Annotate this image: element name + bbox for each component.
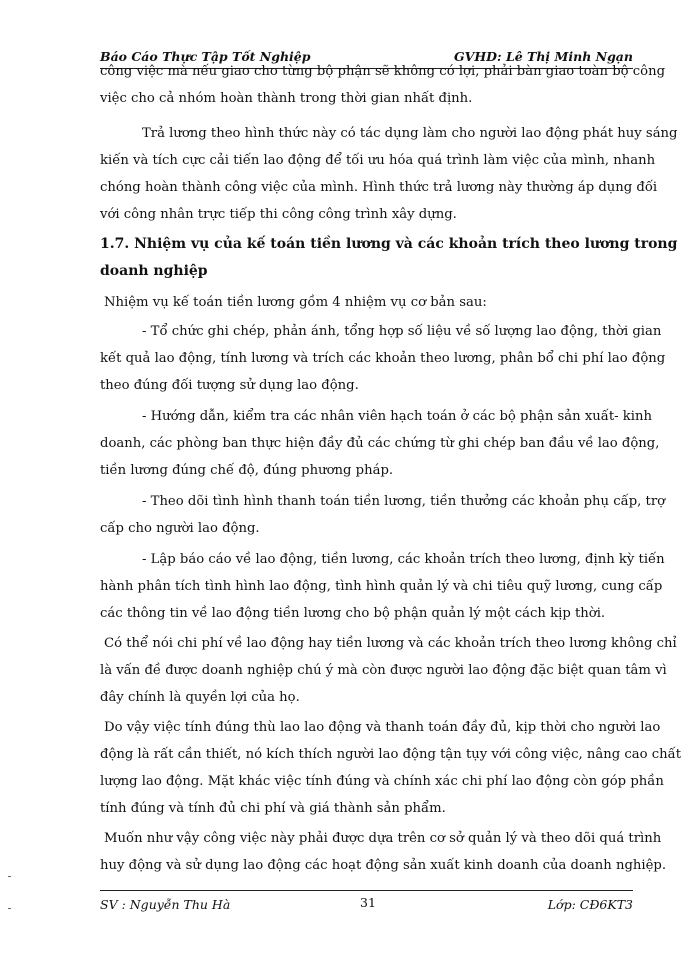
list-item: - Theo dõi tình hình thanh toán tiền lương, tiền thưởng các khoản phụ cấp, trợ: [142, 494, 666, 509]
text-line: tính đúng và tính đủ chi phí và giá thành sản phẩm.: [100, 801, 446, 816]
page-footer: [100, 890, 633, 912]
text-line: công việc mà nếu giao cho từng bộ phận sẽ không có lợi, phải bàn giao toàn bộ công: [100, 64, 666, 79]
section-heading-cont: doanh nghiệp: [100, 263, 208, 279]
text-line: động là rất cần thiết, nó kích thích người lao động tận tụy với công việc, nâng cao chất: [100, 747, 681, 762]
text-line: Có thể nói chi phí về lao động hay tiền lương và các khoản trích theo lương không chỉ: [104, 636, 677, 651]
text-line: lượng lao động. Mặt khác việc tính đúng và chính xác chi phí lao động còn góp phần: [100, 774, 664, 789]
text-line: đây chính là quyền lợi của họ.: [100, 690, 300, 705]
text-line: tiền lương đúng chế độ, đúng phương pháp.: [100, 463, 394, 478]
report-title: Báo Cáo Thực Tập Tốt Nghiệp: [100, 49, 311, 64]
text-line: là vấn đề được doanh nghiệp chú ý mà còn được người lao động đặc biệt quan tâm vì: [100, 663, 667, 678]
text-line: theo đúng đối tượng sử dụng lao động.: [100, 378, 359, 393]
margin-mark: [8, 908, 11, 909]
text-line: Trả lương theo hình thức này có tác dụng làm cho người lao động phát huy sáng: [142, 126, 678, 141]
list-item: - Hướng dẫn, kiểm tra các nhân viên hạch toán ở các bộ phận sản xuất- kinh: [142, 409, 652, 424]
text-line: việc cho cả nhóm hoàn thành trong thời gian nhất định.: [100, 91, 473, 106]
text-line: kiến và tích cực cải tiến lao động để tối ưu hóa quá trình làm việc của mình, nhanh: [100, 153, 656, 168]
text-line: cấp cho người lao động.: [100, 521, 260, 536]
section-heading: 1.7. Nhiệm vụ của kế toán tiền lương và các khoản trích theo lương trong: [100, 236, 678, 252]
text-line: Nhiệm vụ kế toán tiền lương gồm 4 nhiệm vụ cơ bản sau:: [104, 295, 487, 310]
text-line: Muốn như vậy công việc này phải được dựa trên cơ sở quản lý và theo dõi quá trình: [104, 831, 662, 846]
class-code: Lớp: CĐ6KT3: [547, 897, 633, 912]
advisor-name: GVHD: Lê Thị Minh Ngạn: [453, 49, 633, 64]
text-line: hành phân tích tình hình lao động, tình hình quản lý và chi tiêu quỹ lương, cung cấp: [100, 579, 663, 594]
student-name: SV : Nguyễn Thu Hà: [100, 897, 231, 912]
list-item: - Lập báo cáo về lao động, tiền lương, các khoản trích theo lương, định kỳ tiến: [142, 552, 665, 567]
text-line: kết quả lao động, tính lương và trích các khoản theo lương, phân bổ chi phí lao động: [100, 351, 666, 366]
text-line: huy động và sử dụng lao động các hoạt động sản xuất kinh doanh của doanh nghiệp.: [100, 858, 667, 873]
list-item: - Tổ chức ghi chép, phản ánh, tổng hợp số liệu về số lượng lao động, thời gian: [142, 324, 662, 339]
text-line: doanh, các phòng ban thực hiện đầy đủ các chứng từ ghi chép ban đầu về lao động,: [100, 436, 660, 451]
text-line: chóng hoàn thành công việc của mình. Hình thức trả lương này thường áp dụng đối: [100, 180, 658, 195]
margin-mark: [8, 876, 11, 877]
page-number: 31: [360, 895, 376, 910]
text-line: với công nhân trực tiếp thi công công trình xây dựng.: [100, 207, 457, 222]
text-line: Do vậy việc tính đúng thù lao lao động và thanh toán đầy đủ, kịp thời cho người lao: [104, 720, 661, 735]
text-line: các thông tin về lao động tiền lương cho bộ phận quản lý một cách kịp thời.: [100, 606, 606, 621]
